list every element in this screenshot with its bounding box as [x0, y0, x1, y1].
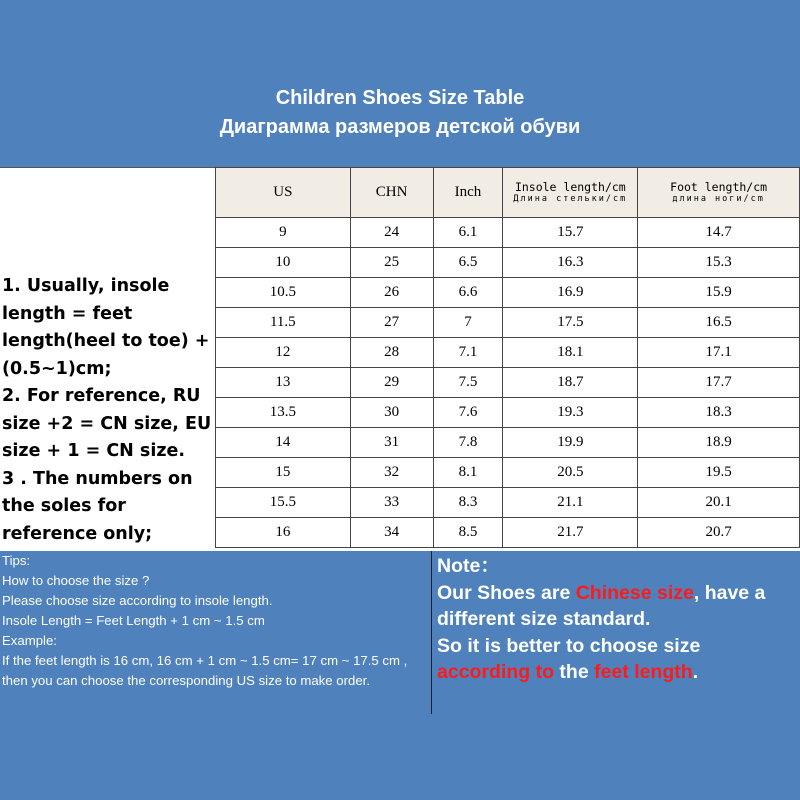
- table-row: [216, 518, 800, 548]
- cell-insole-length: 19.3: [503, 398, 638, 428]
- cell-us: 10.5: [216, 278, 351, 308]
- cell-chn: 33: [350, 488, 433, 518]
- tips-title: Tips:: [2, 553, 31, 568]
- cell-us: 14: [216, 428, 351, 458]
- cell-foot-length: 16.5: [638, 308, 800, 338]
- cell-foot-length: 14.7: [638, 218, 800, 248]
- cell-insole-length: 20.5: [503, 458, 638, 488]
- tips-line: If the feet length is 16 cm, 16 cm + 1 cm ~ 1.5 cm= 17 cm ~ 17.5 cm , then you can choose the corresponding US size to make order.: [2, 653, 408, 688]
- cell-chn: 24: [350, 218, 433, 248]
- cell-inch: 6.1: [433, 218, 503, 248]
- cell-inch: 8.3: [433, 488, 503, 518]
- header-foot: [638, 168, 800, 218]
- cell-foot-length: 15.9: [638, 278, 800, 308]
- cell-insole-length: 16.9: [503, 278, 638, 308]
- note-highlight: feet length: [594, 661, 693, 683]
- cell-insole-length: 17.5: [503, 308, 638, 338]
- header-insole-en: Insole length/cm: [514, 179, 626, 194]
- cell-inch: 6.5: [433, 248, 503, 278]
- note-text: the: [554, 661, 595, 683]
- note-line-2: So it is better to choose size: [437, 634, 701, 657]
- note-item: 1. Usually, insole length = feet length(heel to toe) + (0.5~1)cm;: [2, 276, 210, 379]
- note-panel: [437, 553, 799, 686]
- note-label: Note：: [437, 555, 500, 577]
- cell-foot-length: 18.9: [638, 428, 800, 458]
- cell-chn: 31: [350, 428, 433, 458]
- cell-foot-length: 19.5: [638, 458, 800, 488]
- header-us: US: [216, 168, 351, 218]
- title-block: [0, 84, 800, 142]
- header-inch: Inch: [433, 168, 503, 218]
- cell-insole-length: 15.7: [503, 218, 638, 248]
- header-chn: CHN: [350, 168, 433, 218]
- notes-list: [2, 273, 214, 548]
- cell-us: 15.5: [216, 488, 351, 518]
- cell-insole-length: 16.3: [503, 248, 638, 278]
- cell-insole-length: 21.1: [503, 488, 638, 518]
- header-foot-ru: длина ноги/cm: [672, 193, 765, 204]
- note-text: .: [692, 661, 699, 683]
- cell-us: 13.5: [216, 398, 351, 428]
- tips-line: Insole Length = Feet Length + 1 cm ~ 1.5 cm: [2, 613, 265, 628]
- cell-inch: 8.1: [433, 458, 503, 488]
- note-line-3: [437, 659, 799, 686]
- title-russian: Диаграмма размеров детской обуви: [219, 116, 581, 138]
- table-row: [216, 488, 800, 518]
- cell-chn: 34: [350, 518, 433, 548]
- note-text: Our Shoes are: [437, 581, 576, 604]
- cell-inch: 8.5: [433, 518, 503, 548]
- table-row: [216, 368, 800, 398]
- cell-chn: 29: [350, 368, 433, 398]
- cell-chn: 28: [350, 338, 433, 368]
- cell-insole-length: 21.7: [503, 518, 638, 548]
- note-line-1: [437, 580, 799, 633]
- note-highlight: Chinese size: [575, 581, 694, 604]
- cell-foot-length: 17.1: [638, 338, 800, 368]
- table-row: [216, 308, 800, 338]
- cell-us: 16: [216, 518, 351, 548]
- cell-inch: 7.5: [433, 368, 503, 398]
- tips-panel: [0, 551, 432, 714]
- cell-chn: 32: [350, 458, 433, 488]
- cell-us: 11.5: [216, 308, 351, 338]
- cell-insole-length: 19.9: [503, 428, 638, 458]
- table-row: [216, 278, 800, 308]
- table-row: [216, 218, 800, 248]
- cell-inch: 7: [433, 308, 503, 338]
- cell-chn: 30: [350, 398, 433, 428]
- table-row: [216, 398, 800, 428]
- cell-inch: 6.6: [433, 278, 503, 308]
- table-row: [216, 458, 800, 488]
- cell-insole-length: 18.1: [503, 338, 638, 368]
- tips-line: Please choose size according to insole length.: [2, 593, 273, 608]
- header-foot-en: Foot length/cm: [670, 179, 768, 194]
- cell-us: 10: [216, 248, 351, 278]
- cell-inch: 7.1: [433, 338, 503, 368]
- header-insole: [503, 168, 638, 218]
- tips-line: How to choose the size ?: [2, 573, 150, 588]
- cell-foot-length: 17.7: [638, 368, 800, 398]
- cell-insole-length: 18.7: [503, 368, 638, 398]
- table-row: [216, 428, 800, 458]
- cell-inch: 7.6: [433, 398, 503, 428]
- header-insole-ru: Длина стельки/cm: [513, 193, 628, 204]
- cell-us: 13: [216, 368, 351, 398]
- table-header-row: [216, 168, 800, 218]
- cell-us: 12: [216, 338, 351, 368]
- cell-chn: 27: [350, 308, 433, 338]
- cell-foot-length: 18.3: [638, 398, 800, 428]
- note-highlight: according to: [437, 661, 555, 683]
- cell-foot-length: 20.7: [638, 518, 800, 548]
- cell-foot-length: 20.1: [638, 488, 800, 518]
- note-text: , have a different size standard.: [437, 581, 766, 630]
- note-item: 3 . The numbers on the soles for reference only;: [2, 468, 193, 544]
- cell-chn: 26: [350, 278, 433, 308]
- cell-foot-length: 15.3: [638, 248, 800, 278]
- cell-chn: 25: [350, 248, 433, 278]
- title-english: Children Shoes Size Table: [275, 87, 525, 109]
- table-row: [216, 248, 800, 278]
- table-row: [216, 338, 800, 368]
- cell-inch: 7.8: [433, 428, 503, 458]
- cell-us: 15: [216, 458, 351, 488]
- tips-line: Example:: [2, 633, 57, 648]
- size-table: [215, 167, 800, 548]
- cell-us: 9: [216, 218, 351, 248]
- note-item: 2. For reference, RU size +2 = CN size, EU size + 1 = CN size.: [2, 386, 212, 461]
